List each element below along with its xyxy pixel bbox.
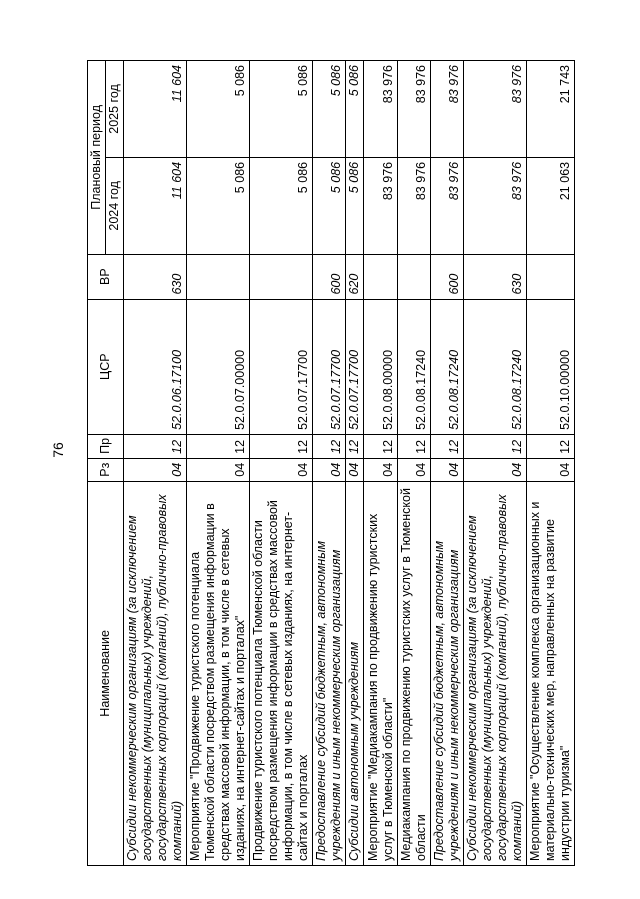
row-value-2024: 83 976 [397,157,430,254]
row-pr: 12 [397,434,430,458]
row-pr: 12 [124,434,187,458]
row-pr: 12 [346,434,364,458]
row-csr: 52.0.08.17240 [430,299,463,434]
row-value-2024: 5 086 [250,157,313,254]
row-csr: 52.0.08.00000 [364,299,397,434]
row-rz: 04 [364,458,397,481]
row-value-2025: 83 976 [364,61,397,158]
row-rz: 04 [250,458,313,481]
row-value-2025: 5 086 [346,61,364,158]
budget-table [87,60,575,866]
row-value-2025: 5 086 [313,61,346,158]
row-csr: 52.0.08.17240 [397,299,430,434]
row-rz: 04 [346,458,364,481]
row-value-2024: 5 086 [346,157,364,254]
rotated-table-wrapper [87,60,575,866]
row-csr: 52.0.07.17700 [346,299,364,434]
row-value-2025: 5 086 [187,61,250,158]
row-vr: 600 [313,254,346,299]
row-name: Субсидии некоммерческим организациям (за исключением государственных (муниципальных) учреждений, государственных корпораций (компаний), публично-правовых компаний) [124,481,187,865]
header-name: Наименование [88,481,124,865]
row-rz: 04 [463,458,526,481]
row-name: Предоставление субсидий бюджетным, автономным учреждениям и иным некоммерческим организациям [430,481,463,865]
row-name: Субсидии автономным учреждениям [346,481,364,865]
row-vr [364,254,397,299]
table-row [346,61,364,866]
row-value-2025: 83 976 [463,61,526,158]
row-vr [250,254,313,299]
row-rz: 04 [313,458,346,481]
table-row [364,61,397,866]
row-vr: 630 [124,254,187,299]
row-value-2025: 83 976 [397,61,430,158]
row-rz: 04 [124,458,187,481]
row-pr: 12 [364,434,397,458]
table-row [124,61,187,866]
row-rz: 04 [187,458,250,481]
header-rz: Рз [88,458,124,481]
table-row [313,61,346,866]
row-value-2024: 83 976 [430,157,463,254]
table-row [463,61,526,866]
row-name: Предоставление субсидий бюджетным, автономным учреждениям и иным некоммерческим организациям [313,481,346,865]
row-value-2025: 5 086 [250,61,313,158]
row-pr: 12 [313,434,346,458]
row-rz: 04 [430,458,463,481]
row-value-2025: 21 743 [526,61,574,158]
header-planned-period: Плановый период [88,61,106,255]
row-vr: 600 [430,254,463,299]
row-csr: 52.0.06.17100 [124,299,187,434]
row-csr: 52.0.07.17700 [313,299,346,434]
row-value-2025: 11 604 [124,61,187,158]
row-rz: 04 [397,458,430,481]
row-pr: 12 [526,434,574,458]
table-row [430,61,463,866]
row-pr: 12 [430,434,463,458]
row-name: Продвижение туристского потенциала Тюменской области посредством размещения информации в средствах массовой информации, в том числе в сетевых изданиях, на интернет-сайтах и порталах [250,481,313,865]
row-rz: 04 [526,458,574,481]
row-csr: 52.0.10.00000 [526,299,574,434]
row-name: Мероприятие "Осуществление комплекса организационных и материально-технических мер, направленных на развитие индустрии туризма" [526,481,574,865]
table-row [526,61,574,866]
table-body [124,61,575,866]
row-pr: 12 [187,434,250,458]
row-value-2024: 5 086 [187,157,250,254]
page-number: 76 [50,442,66,458]
row-vr [526,254,574,299]
row-value-2025: 83 976 [430,61,463,158]
row-vr [397,254,430,299]
row-name: Субсидии некоммерческим организациям (за исключением государственных (муниципальных) учреждений, государственных корпораций (компаний), публично-правовых компаний) [463,481,526,865]
header-year-2025: 2025 год [106,61,124,158]
row-value-2024: 5 086 [313,157,346,254]
row-csr: 52.0.07.00000 [187,299,250,434]
row-value-2024: 83 976 [463,157,526,254]
row-csr: 52.0.08.17240 [463,299,526,434]
row-name: Мероприятие "Медиакампания по продвижению туристских услуг в Тюменской области" [364,481,397,865]
row-value-2024: 11 604 [124,157,187,254]
row-vr: 620 [346,254,364,299]
row-name: Мероприятие "Продвижение туристского потенциала Тюменской области посредством размещения информации в средствах массовой информации, в том числе в сетевых изданиях, на интернет-сайтах и порталах" [187,481,250,865]
header-pr: Пр [88,434,124,458]
row-pr: 12 [463,434,526,458]
row-vr [187,254,250,299]
row-csr: 52.0.07.17700 [250,299,313,434]
row-vr: 630 [463,254,526,299]
table-row [250,61,313,866]
row-value-2024: 21 063 [526,157,574,254]
header-csr: ЦСР [88,299,124,434]
table-row [187,61,250,866]
row-value-2024: 83 976 [364,157,397,254]
row-name: Медиакампания по продвижению туристских услуг в Тюменской области [397,481,430,865]
header-vr: ВР [88,254,124,299]
row-pr: 12 [250,434,313,458]
table-row [397,61,430,866]
header-year-2024: 2024 год [106,157,124,254]
